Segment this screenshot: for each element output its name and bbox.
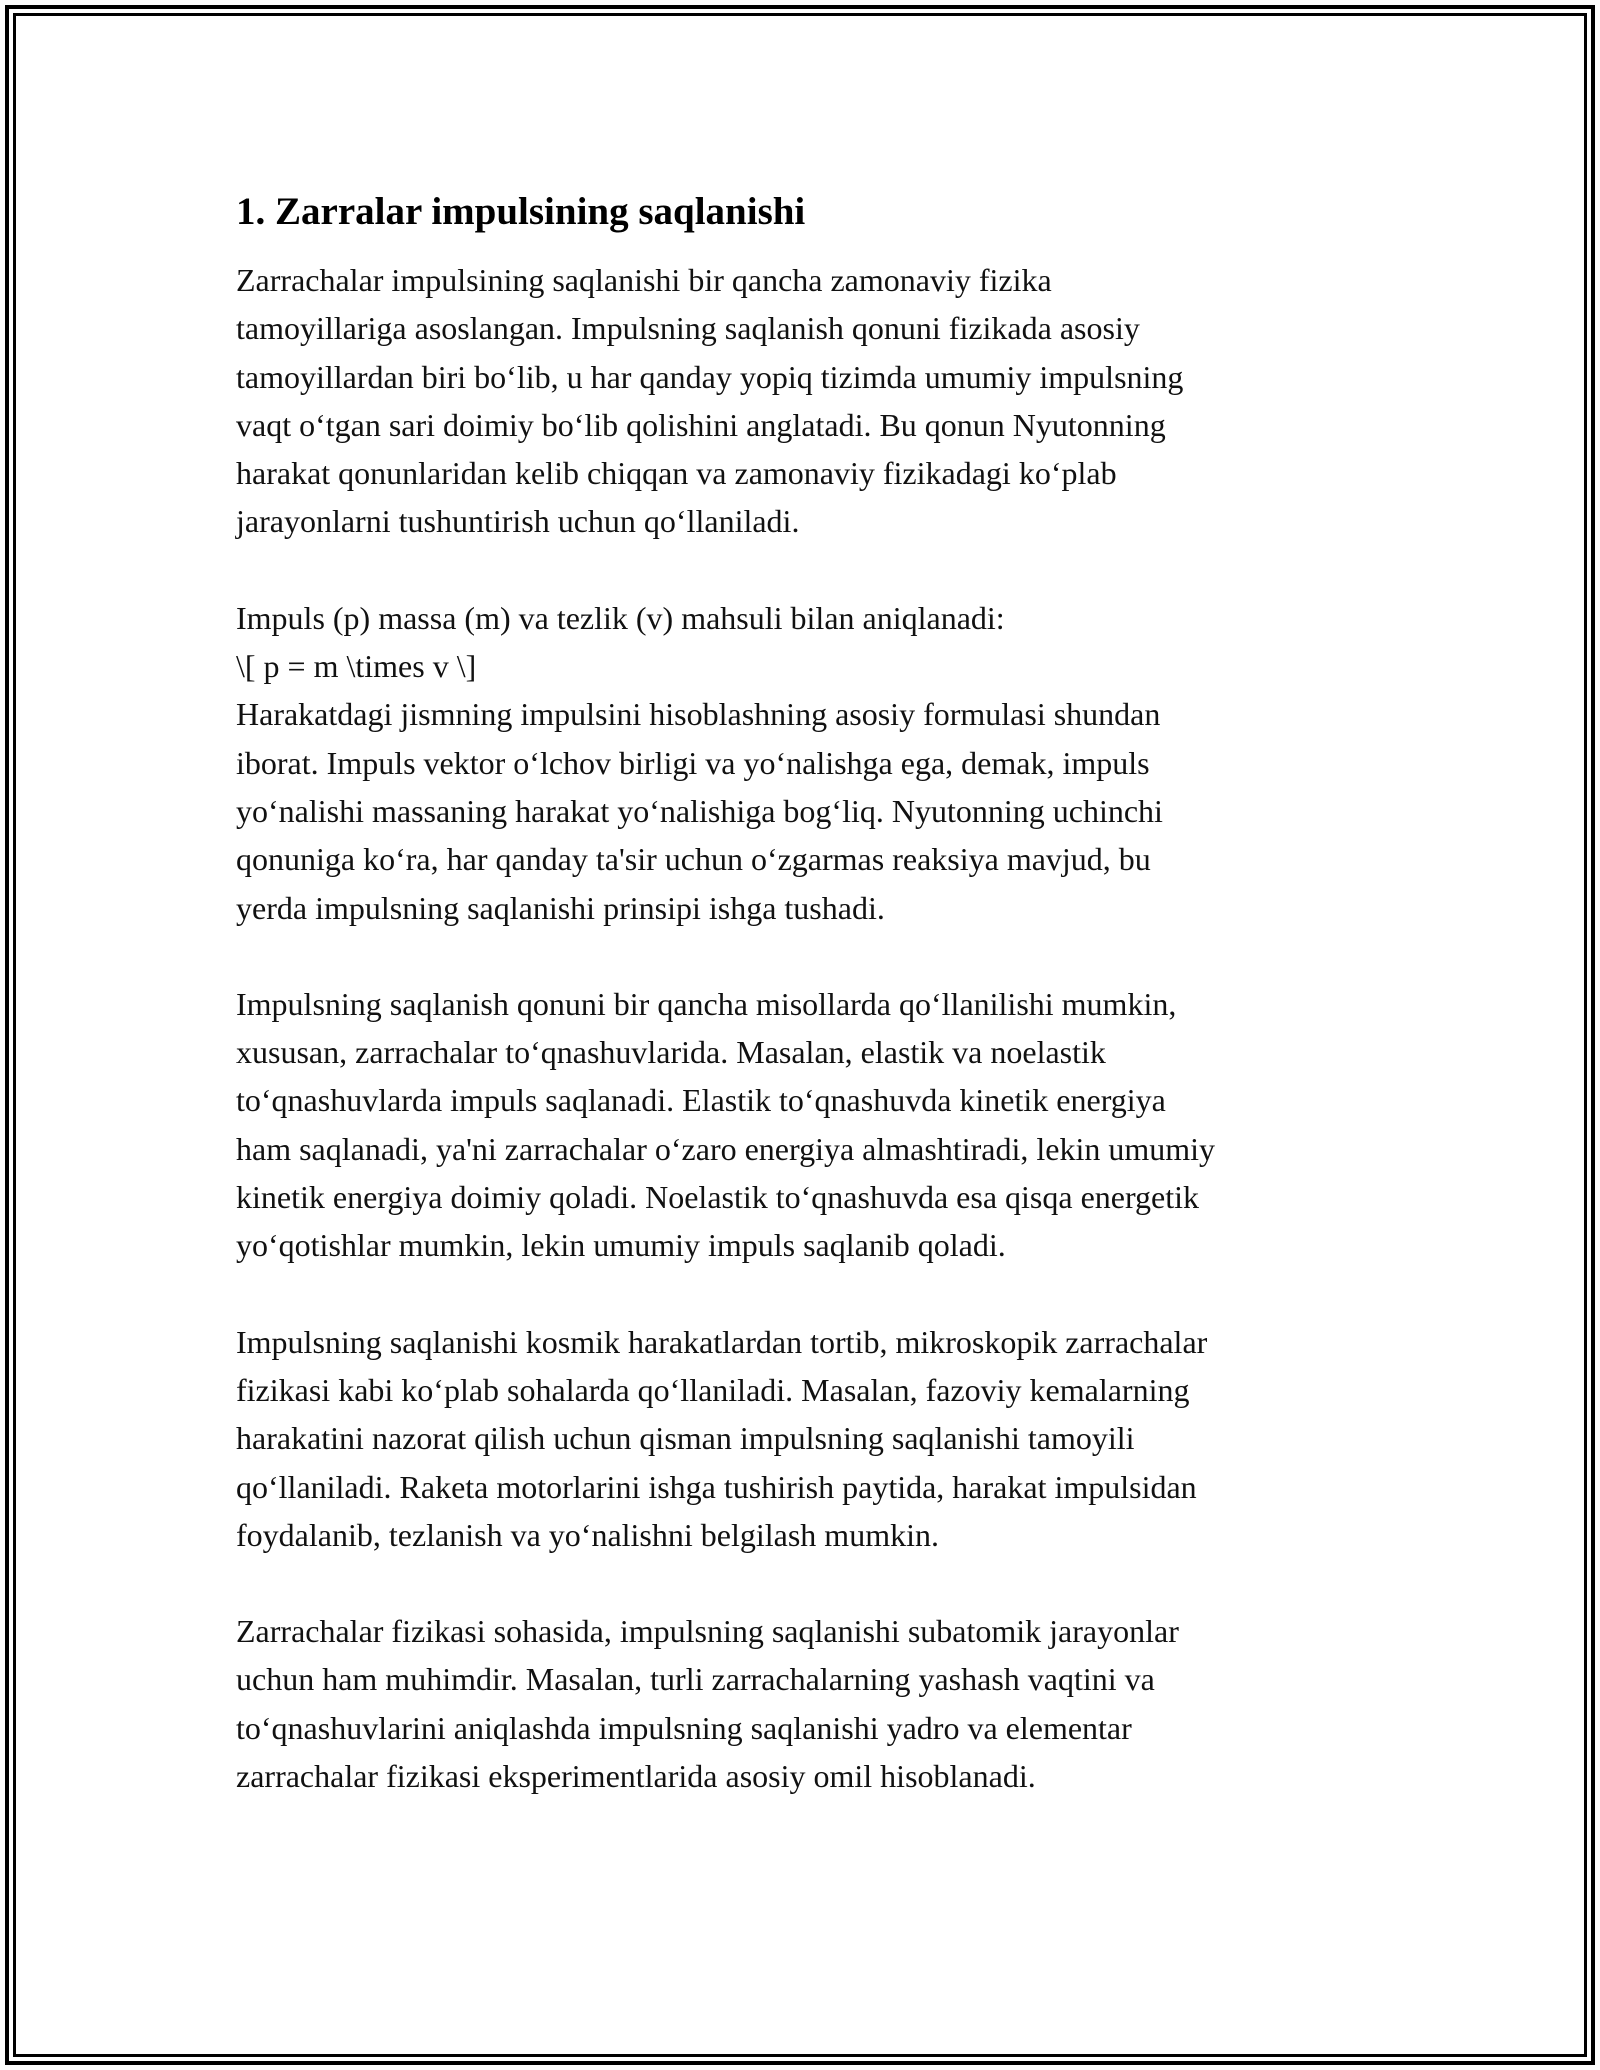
- document-body: [236, 188, 1366, 1848]
- paragraph-applications: Impulsning saqlanishi kosmik harakatlardan tortib, mikroskopik zarrachalar fizikasi kabi ko‘plab sohalarda qo‘llaniladi. Masalan, fazoviy kemalarning harakatini nazorat qilish uchun qisman impulsning saqlanishi tamoyili qo‘llaniladi. Raketa motorlarini ishga tushirish paytida, harakat impulsidan foydalanib, tezlanish va yo‘nalishni belgilash mumkin.: [236, 1323, 1208, 1553]
- paragraph-collisions: Impulsning saqlanish qonuni bir qancha misollarda qo‘llanilishi mumkin, xususan, zarrachalar to‘qnashuvlarida. Masalan, elastik va noelastik to‘qnashuvlarda impuls saqlanadi. Elastik to‘qnashuvda kinetik energiya ham saqlanadi, ya'ni zarrachalar o‘zaro energiya almashtiradi, lekin umumiy kinetik energiya doimiy qoladi. Noelastik to‘qnashuvda esa qisqa energetik yo‘qotishlar mumkin, lekin umumiy impuls saqlanib qoladi.: [236, 985, 1215, 1264]
- section-title: 1. Zarralar impulsining saqlanishi: [236, 190, 806, 233]
- paragraph-formula: Impuls (p) massa (m) va tezlik (v) mahsuli bilan aniqlanadi: \[ p = m \times v \] Harakatdagi jismning impulsini hisoblashning asosiy formulasi shundan iborat. Impuls vektor o‘lchov birligi va yo‘nalishga ega, demak, impuls yo‘nalishi massaning harakat yo‘nalishiga bog‘liq. Nyutonning uchinchi qonuniga ko‘ra, har qanday ta'sir uchun o‘zgarmas reaksiya mavjud, bu yerda impulsning saqlanishi prinsipi ishga tushadi.: [236, 599, 1163, 926]
- paragraph-intro: Zarrachalar impulsining saqlanishi bir qancha zamonaviy fizika tamoyillariga asoslangan. Impulsning saqlanish qonuni fizikada asosiy tamoyillardan biri bo‘lib, u har qanday yopiq tizimda umumiy impulsning vaqt o‘tgan sari doimiy bo‘lib qolishini anglatadi. Bu qonun Nyutonning harakat qonunlaridan kelib chiqqan va zamonaviy fizikadagi ko‘plab jarayonlarni tushuntirish uchun qo‘llaniladi.: [236, 262, 1184, 540]
- paragraph-particle-physics: Zarrachalar fizikasi sohasida, impulsning saqlanishi subatomik jarayonlar uchun ham muhimdir. Masalan, turli zarrachalarning yashash vaqtini va to‘qnashuvlarini aniqlashda impulsning saqlanishi yadro va elementar zarrachalar fizikasi eksperimentlarida asosiy omil hisoblanadi.: [236, 1613, 1179, 1795]
